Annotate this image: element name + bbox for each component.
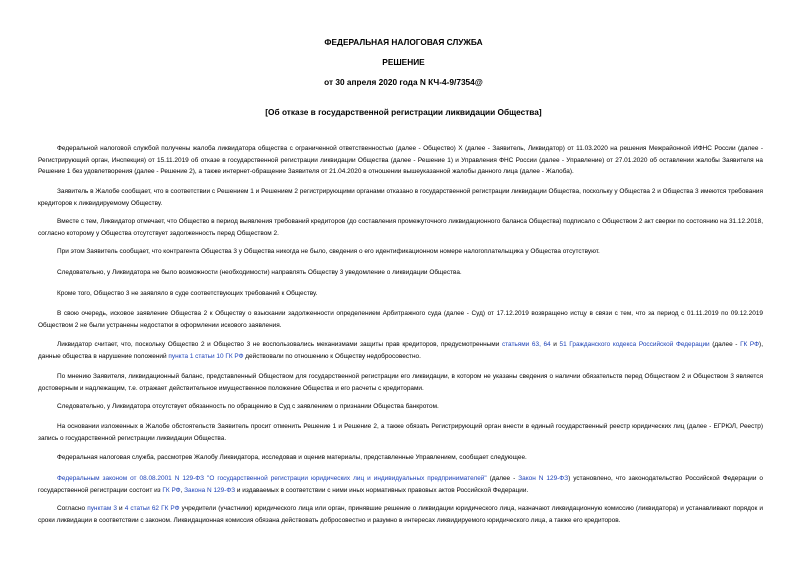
document-type: РЕШЕНИЕ <box>382 57 425 67</box>
agency-title: ФЕДЕРАЛЬНАЯ НАЛОГОВАЯ СЛУЖБА <box>324 37 483 47</box>
link-gk-article-62-p3[interactable]: пунктам 3 <box>87 505 117 512</box>
paragraph-complaint-received: Федеральной налоговой службой получены жалоба ликвидатора общества с ограниченной ответственностью (далее - Общество) Х (далее - Заявитель, Ликвидатор) от 11.03.2020 на решения Межрайонной ИФНС России (далее - Регистрирующий орган, Инспекция) от 15.11.2019 об отказе в государственной регистрации ликвидации Общества (далее - Решение 1) и Управления ФНС России (далее - Управление) от 27.01.2020 об оставлении жалобы Заявителя на Решение 1 без удовлетворения (далее - Решение 2), а также интернет-обращение Заявителя от 21.04.2020 в отношении вышеуказанной жалобы данного лица (далее - Жалоба). <box>38 145 763 175</box>
link-law-129[interactable]: Закон N 129-ФЗ <box>518 475 569 482</box>
link-gk-rf[interactable]: ГК РФ <box>740 341 760 348</box>
paragraph-no-counterparty: При этом Заявитель сообщает, что контрагента Общества 3 у Общества никогда не было, сведения о его идентификационном номере налогоплательщика у Общества отсутствуют. <box>57 248 600 255</box>
document-subject: [Об отказе в государственной регистрации ликвидации Общества] <box>265 107 542 117</box>
paragraph-no-notification: Следовательно, у Ликвидатора не было возможности (необходимости) направлять Обществу 3 уведомление о ликвидации Общества. <box>57 269 462 276</box>
paragraph-claim-returned: В свою очередь, исковое заявление Общества 2 к Обществу о взыскании задолженности определением Арбитражного суда (далее - Суд) от 17.12.2019 возвращено истцу в связи с тем, что за период с 01.11.2019 по 09.12.2019 Обществом 2 не были устранены недостатки в оформлении искового заявления. <box>38 310 763 329</box>
text: ) установлено, что законодательство Российской Федерации о государственной регистрации состоит из <box>38 475 763 494</box>
text: (далее - <box>709 341 741 348</box>
paragraph-fns-review: Федеральная налоговая служба, рассмотрев Жалобу Ликвидатора, исследовав и оценив материалы, представленные Управлением, сообщает следующее. <box>57 454 527 461</box>
paragraph-balance-sheet: По мнению Заявителя, ликвидационный баланс, представленный Обществом для государственной регистрации его ликвидации, в котором не указаны сведения о наличии обязательств перед Обществом 2 и Обществом 3 является достоверным и надлежащим, т.е. отражает действительное имущественное положение Общества и его расчеты с кредиторами. <box>38 373 763 392</box>
text: действовали по отношению к Обществу недобросовестно. <box>243 352 421 360</box>
text: и <box>550 341 560 348</box>
link-gk-articles-63-64[interactable]: статьями 63, 64 <box>501 341 551 348</box>
paragraph-no-bankruptcy-duty: Следовательно, у Ликвидатора отсутствует обязанность по обращению в Суд с заявлением о признании Общества банкротом. <box>57 403 439 410</box>
paragraph-no-court-claims: Кроме того, Общество 3 не заявляло в суде соответствующих требований к Обществу. <box>57 290 318 297</box>
paragraph-refusal-reason: Заявитель в Жалобе сообщает, что в соответствии с Решением 1 и Решением 2 регистрирующими органами отказано в государственной регистрации ликвидации Общества, поскольку у Общества 2 и Общества 3 имеются требования кредиторов к ликвидируемому Обществу. <box>38 188 763 207</box>
text: (далее - <box>486 475 519 482</box>
link-gk-rf[interactable]: ГК РФ <box>162 486 181 494</box>
paragraph-reconciliation-act: Вместе с тем, Ликвидатор отмечает, что Общество в период выявления требований кредиторов (до составления промежуточного ликвидационного баланса Общества) подписало с Обществом 2 акт сверки по состоянию на 31.12.2018, согласно которому у Общества отсутствует задолженность перед Обществом 2. <box>38 218 763 237</box>
text: учредители (участники) юридического лица или орган, принявшие решение о ликвидации юридического лица, назначают ликвидационную комиссию (ликвидатора) и устанавливают порядок и сроки ликвидации в соответствии с законом. Ликвидационная комиссия обязана действовать добросовестно и разумно в интересах ликвидируемого юридического лица, а также его кредиторов. <box>38 505 763 524</box>
text: и <box>116 505 125 512</box>
link-gk-article-62-p4[interactable]: 4 статьи 62 ГК РФ <box>124 505 180 512</box>
text: ), данные общества в нарушение положений <box>38 341 763 360</box>
link-gk-article-51[interactable]: 51 Гражданского кодекса Российской Федерации <box>559 341 710 348</box>
paragraph-law-129 <box>38 473 763 496</box>
paragraph-creditor-bad-faith <box>38 339 763 362</box>
document-number-date: от 30 апреля 2020 года N КЧ-4-9/7354@ <box>324 77 483 87</box>
text: и издаваемых в соответствии с ними иных нормативных правовых актов Российской Федерации. <box>235 486 529 494</box>
link-law-129[interactable]: Закона N 129-ФЗ <box>184 486 236 494</box>
paragraph-gk-article-62 <box>38 503 763 526</box>
paragraph-request: На основании изложенных в Жалобе обстоятельств Заявитель просит отменить Решение 1 и Решение 2, а также обязать Регистрирующий орган внести в единый государственный реестр юридических лиц (далее - ЕГРЮЛ, Реестр) запись о государственной регистрации ликвидации Общества. <box>38 423 763 442</box>
text: Согласно <box>57 505 88 512</box>
link-gk-article-10[interactable]: пункта 1 статьи 10 ГК РФ <box>168 352 244 360</box>
link-federal-law-129[interactable]: Федеральным законом от 08.08.2001 N 129-ФЗ "О государственной регистрации юридических лиц и индивидуальных предпринимателей" <box>57 475 487 482</box>
text: Ликвидатор считает, что, поскольку Общество 2 и Общество 3 не воспользовались механизмами защиты прав кредиторов, предусмотренными <box>57 341 502 348</box>
text: , <box>180 486 185 494</box>
